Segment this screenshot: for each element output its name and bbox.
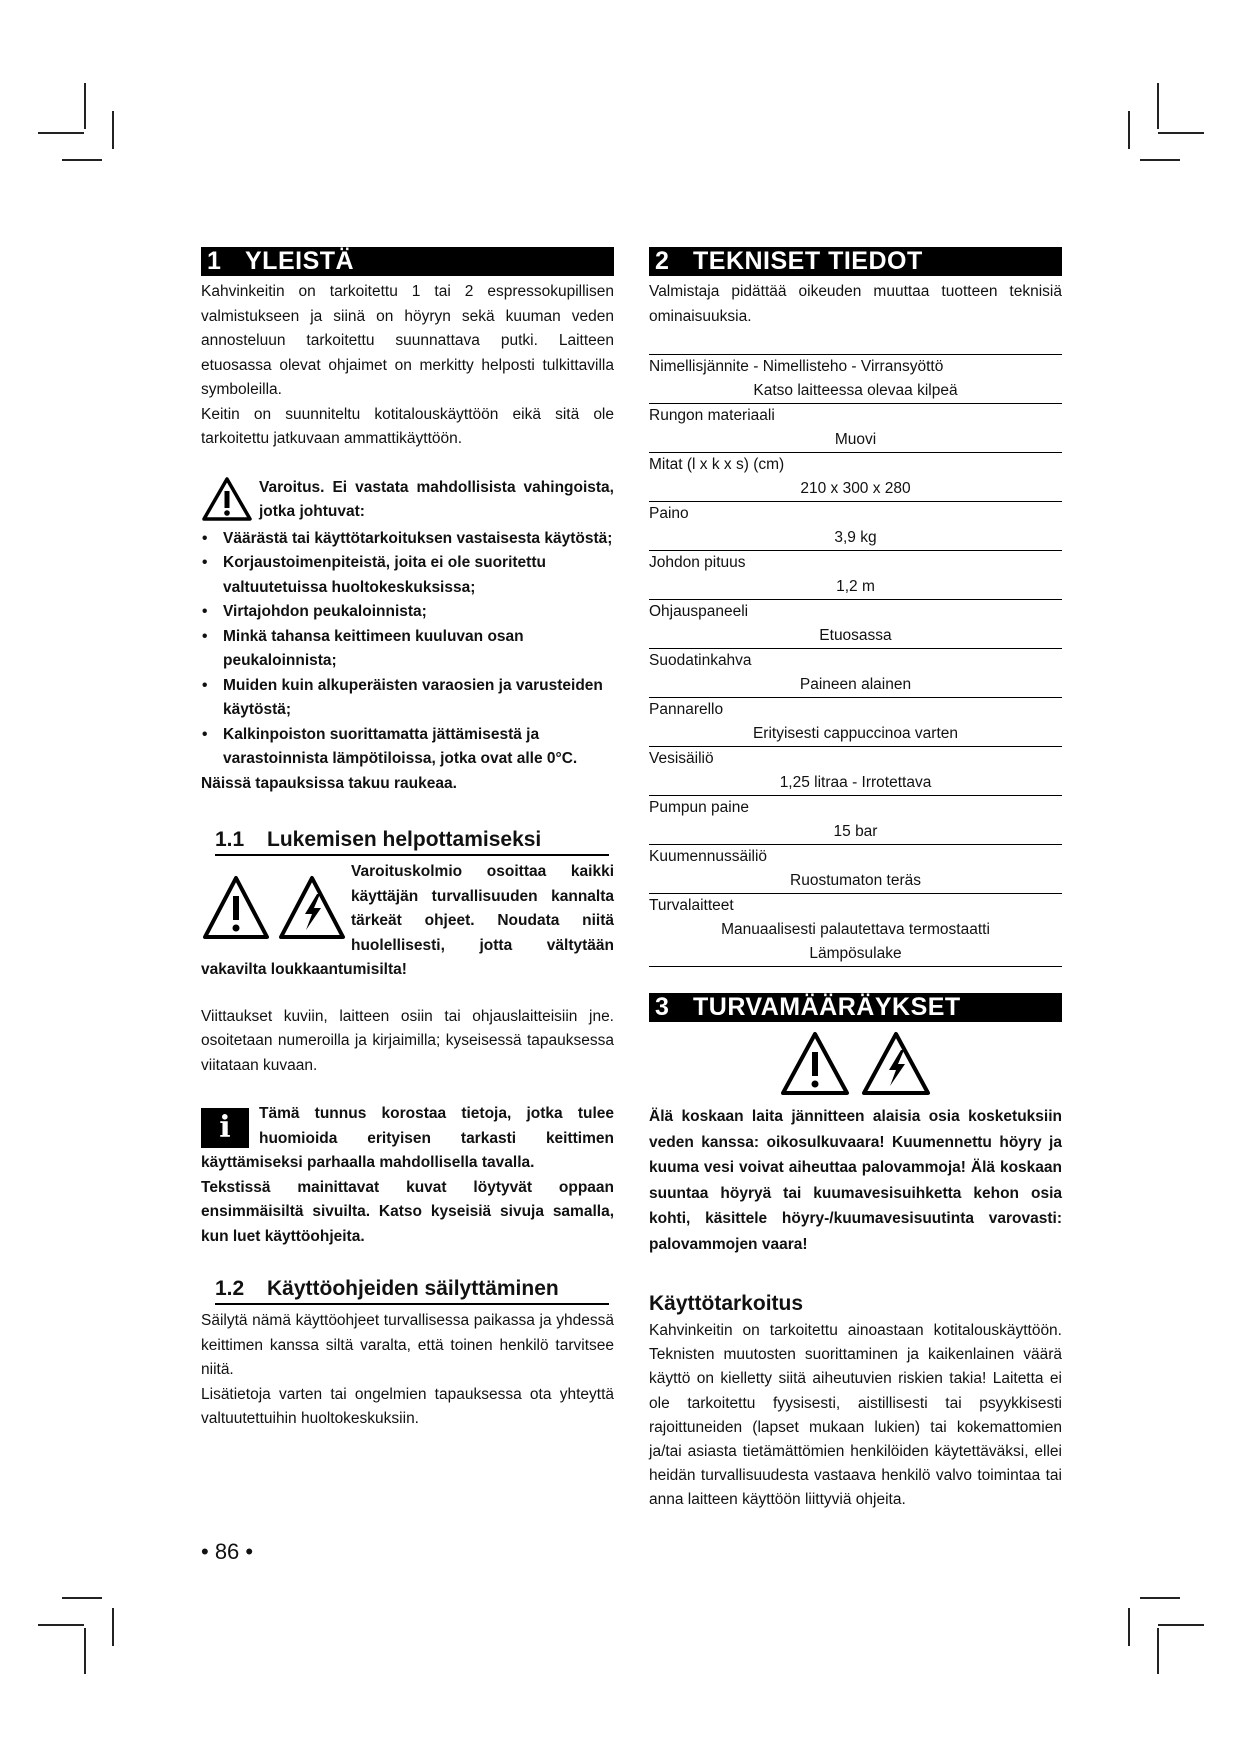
storage-paragraph: Säilytä nämä käyttöohjeet turvallisessa paikassa ja yhdessä keittimen kanssa siltä varalta, että toinen henkilö tarvitsee niitä. bbox=[201, 1312, 614, 1378]
crop-mark bbox=[112, 1608, 114, 1646]
crop-mark bbox=[1140, 1597, 1180, 1599]
spec-label: Nimellisjännite - Nimellisteho - Virransyöttö bbox=[649, 358, 944, 375]
safety-icons bbox=[649, 1030, 1062, 1100]
spec-label: Mitat (l x k x s) (cm) bbox=[649, 456, 785, 473]
spec-value: 3,9 kg bbox=[834, 529, 877, 546]
section-number: 1 bbox=[207, 247, 222, 275]
table-row bbox=[649, 648, 1062, 697]
specs-intro: Valmistaja pidättää oikeuden muuttaa tuotteen teknisiä ominaisuuksia. bbox=[649, 283, 1062, 325]
spec-label: Pumpun paine bbox=[649, 799, 749, 816]
service-paragraph: Lisätietoja varten tai ongelmien tapauksessa ota yhteyttä valtuutettuihin huoltokeskuksiin. bbox=[201, 1385, 614, 1427]
subsection-1-2-heading bbox=[215, 1275, 609, 1305]
warning-icons bbox=[201, 874, 351, 946]
safety-warning-block bbox=[201, 860, 614, 983]
subsection-1-1-heading bbox=[215, 826, 609, 856]
section-title: TURVAMÄÄRÄYKSET bbox=[693, 993, 961, 1021]
subsection-number: 1.1 bbox=[215, 828, 245, 851]
table-row bbox=[649, 844, 1062, 893]
spec-value: Manuaalisesti palautettava termostaatti bbox=[721, 921, 990, 938]
table-row bbox=[649, 550, 1062, 599]
electric-hazard-icon bbox=[860, 1030, 932, 1098]
info-block bbox=[201, 1102, 614, 1176]
spec-label: Ohjauspaneeli bbox=[649, 603, 749, 620]
crop-mark bbox=[1157, 83, 1159, 129]
spec-label: Kuumennussäiliö bbox=[649, 848, 768, 865]
spec-label: Johdon pituus bbox=[649, 554, 746, 571]
section-title: YLEISTÄ bbox=[245, 247, 355, 275]
subsection-title: Käyttöohjeiden säilyttäminen bbox=[267, 1277, 559, 1300]
subsection-title: Lukemisen helpottamiseksi bbox=[267, 828, 542, 851]
table-row bbox=[649, 893, 1062, 967]
spec-label: Suodatinkahva bbox=[649, 652, 752, 669]
intro-paragraph-2: Keitin on suunniteltu kotitalouskäyttöön eikä sitä ole tarkoitettu jatkuvaan ammattikäyttöön. bbox=[201, 405, 614, 447]
list-item: • Kalkinpoiston suorittamatta jättämisestä ja varastoinnista lämpötiloissa, jotka ovat alle 0°C. bbox=[201, 723, 614, 772]
table-row bbox=[649, 795, 1062, 844]
list-item: • Korjaustoimenpiteistä, joita ei ole suoritettu valtuutetuissa huoltokeskuksissa; bbox=[201, 551, 614, 600]
spec-label: Turvalaitteet bbox=[649, 897, 734, 914]
crop-mark bbox=[62, 159, 102, 161]
section-2-heading bbox=[649, 247, 1062, 276]
spec-value: Lämpösulake bbox=[809, 945, 902, 962]
spec-value: 1,25 litraa - Irrotettava bbox=[779, 774, 932, 791]
warning-block bbox=[201, 476, 614, 525]
intro-paragraph: Kahvinkeitin on tarkoitettu 1 tai 2 espressokupillisen valmistukseen ja siinä on höyryn sekä kuuman veden annosteluun tarkoitettu suunnattava putki. Laitteen etuosassa olevat ohjaimet on merkitty helposti tulkittavilla symboleilla. bbox=[201, 283, 614, 398]
list-item: • Minkä tahansa keittimeen kuuluvan osan peukaloinnista; bbox=[201, 625, 614, 674]
references-paragraph: Viittaukset kuviin, laitteen osiin tai ohjauslaitteisiin jne. osoitetaan numeroilla ja kirjaimilla; kyseisessä tapauksessa viitataan kuvaan. bbox=[201, 1007, 614, 1074]
usage-paragraph: Kahvinkeitin on tarkoitettu ainoastaan kotitalouskäyttöön. Teknisten muutosten suorittaminen ja kaikenlainen väärä käyttö on kielletty siitä aiheutuvien riskien takia! Laitetta ei ole tarkoitettu fyysisesti, aistillisesti tai psyykkisesti rajoittuneiden (lapset mukaan lukien) tai kokemattomien ja/tai asiasta tietämättömien henkilöiden käytettäväksi, ellei heidän turvallisuudesta vastaava henkilö valvo toimintaa tai anna laitteen käyttöön liittyviä ohjeita. bbox=[649, 1322, 1062, 1509]
info-text: Tämä tunnus korostaa tietoja, jotka tulee huomioida erityisen tarkasti keittimen käyttämiseksi parhaalla mahdollisella tavalla. bbox=[201, 1105, 614, 1171]
crop-mark bbox=[1128, 1608, 1130, 1646]
spec-value: Etuosassa bbox=[819, 627, 892, 644]
safety-warning-text: Varoituskolmio osoittaa kaikki käyttäjän turvallisuuden kannalta tärkeät ohjeet. Noudata niitä huolellisesti, jotta vältytään vakavilta loukkaantumisilta! bbox=[201, 863, 614, 978]
spec-value: Katso laitteessa olevaa kilpeä bbox=[753, 382, 958, 399]
spec-value: Paineen alainen bbox=[799, 676, 912, 693]
section-title: TEKNISET TIEDOT bbox=[693, 247, 923, 275]
spec-label: Vesisäiliö bbox=[649, 750, 714, 767]
spec-value: 1,2 m bbox=[836, 578, 875, 595]
crop-mark bbox=[38, 132, 84, 134]
crop-mark bbox=[112, 111, 114, 149]
left-column bbox=[201, 247, 614, 1432]
figures-paragraph: Tekstissä mainittavat kuvat löytyvät oppaan ensimmäisiltä sivuilta. Katso kyseisiä sivuja samalla, kun luet käyttöohjeita. bbox=[201, 1178, 614, 1245]
crop-mark bbox=[1140, 159, 1180, 161]
crop-mark bbox=[1128, 111, 1130, 149]
spec-value: 15 bar bbox=[833, 823, 878, 840]
usage-heading: Käyttötarkoitus bbox=[649, 1292, 804, 1315]
table-row bbox=[649, 501, 1062, 550]
spec-value: Ruostumaton teräs bbox=[790, 872, 921, 889]
crop-mark bbox=[1157, 1628, 1159, 1674]
info-icon: i bbox=[201, 1108, 249, 1148]
spec-value: Muovi bbox=[834, 431, 877, 448]
page-number: • 86 • bbox=[201, 1539, 254, 1564]
spec-label: Paino bbox=[649, 505, 689, 522]
section-number: 2 bbox=[655, 247, 670, 275]
list-item: • Virtajohdon peukaloinnista; bbox=[201, 600, 614, 625]
electric-hazard-icon bbox=[277, 874, 347, 942]
crop-mark bbox=[38, 1624, 84, 1626]
table-row bbox=[649, 599, 1062, 648]
crop-mark bbox=[84, 83, 86, 129]
spec-table bbox=[649, 354, 1062, 967]
section-number: 3 bbox=[655, 993, 670, 1021]
crop-mark bbox=[62, 1597, 102, 1599]
warning-list bbox=[201, 527, 614, 772]
right-column bbox=[649, 247, 1062, 1513]
crop-mark bbox=[1158, 1624, 1204, 1626]
crop-mark bbox=[84, 1628, 86, 1674]
warning-triangle-icon bbox=[779, 1030, 851, 1098]
table-row bbox=[649, 354, 1062, 403]
list-item: • Muiden kuin alkuperäisten varaosien ja varusteiden käytöstä; bbox=[201, 674, 614, 723]
warranty-note: Näissä tapauksissa takuu raukeaa. bbox=[201, 774, 457, 792]
spec-label: Rungon materiaali bbox=[649, 407, 775, 424]
spec-value: 210 x 300 x 280 bbox=[800, 480, 911, 497]
spec-value: Erityisesti cappuccinoa varten bbox=[752, 725, 959, 742]
warning-triangle-icon bbox=[201, 874, 271, 942]
section-1-heading bbox=[201, 247, 614, 276]
safety-warning-text: Älä koskaan laita jännitteen alaisia osia kosketuksiin veden kanssa: oikosulkuvaara! Kuumennettu höyry ja kuuma vesi voivat aiheuttaa palovammoja! Älä koskaan suuntaa höyryä tai kuumavesisuihketta kehon osia kohti, käsittele höyry-/kuumavesisuutinta varovasti: palovammojen vaara! bbox=[649, 1108, 1062, 1253]
table-row bbox=[649, 403, 1062, 452]
table-row bbox=[649, 746, 1062, 795]
warning-heading: Varoitus. Ei vastata mahdollisista vahingoista, jotka johtuvat: bbox=[259, 478, 614, 520]
subsection-number: 1.2 bbox=[215, 1277, 245, 1300]
spec-label: Pannarello bbox=[649, 701, 724, 718]
table-row bbox=[649, 697, 1062, 746]
table-row bbox=[649, 452, 1062, 501]
list-item: • Väärästä tai käyttötarkoituksen vastaisesta käytöstä; bbox=[201, 527, 614, 552]
warning-triangle-icon bbox=[201, 476, 253, 522]
crop-mark bbox=[1158, 132, 1204, 134]
section-3-heading bbox=[649, 993, 1062, 1022]
